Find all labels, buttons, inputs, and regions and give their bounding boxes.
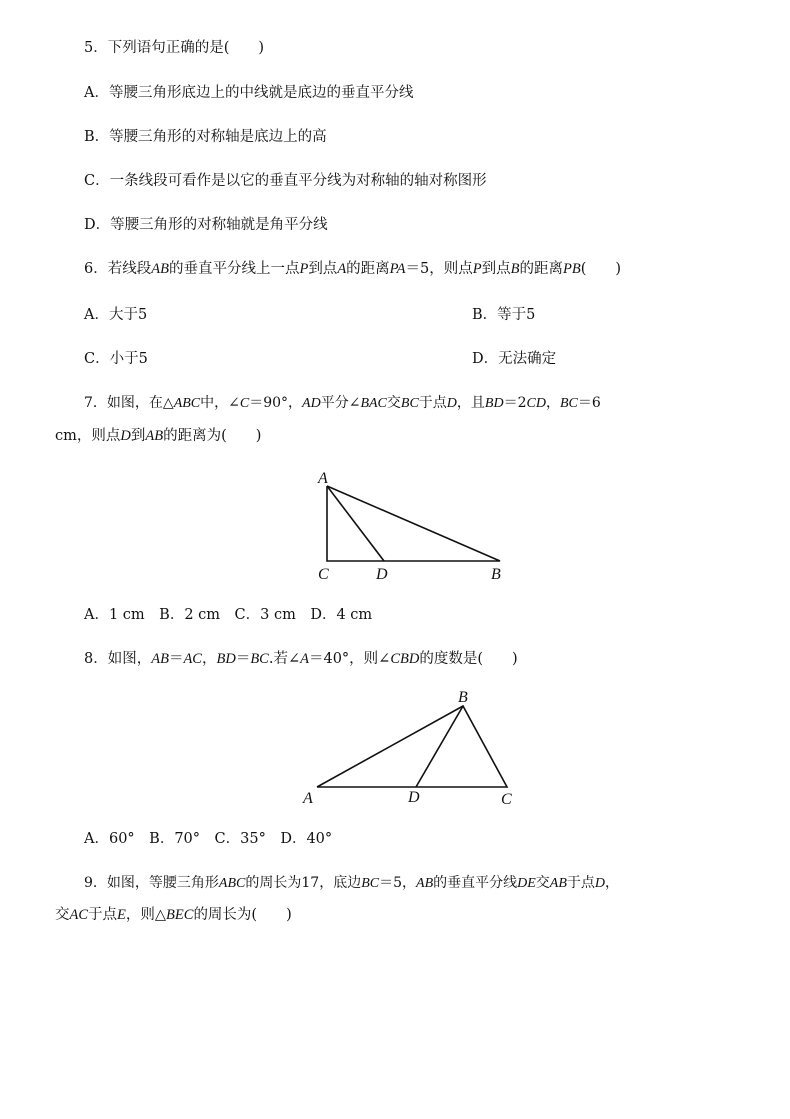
q6-stem: 6．若线段AB的垂直平分线上一点P到点A的距离PA＝5，则点P到点B的距离PB( )	[84, 261, 622, 277]
q8-triangle-abc	[317, 706, 507, 787]
q6-option-a: A．大于5	[84, 307, 148, 323]
q6-option-b: B．等于5	[472, 307, 536, 323]
q8-options: A．60° B．70° C．35° D．40°	[84, 831, 333, 847]
q8-stem: 8．如图，AB＝AC，BD＝BC.若∠A＝40°，则∠CBD的度数是( )	[84, 651, 518, 667]
q7-options: A．1 cm B．2 cm C．3 cm D．4 cm	[84, 607, 373, 623]
q6-option-d: D．无法确定	[472, 351, 557, 367]
q8-label-c: C	[501, 791, 512, 808]
q5-option-c: C．一条线段可看作是以它的垂直平分线为对称轴的轴对称图形	[84, 173, 487, 189]
q7-label-a: A	[318, 470, 328, 487]
q8-label-a: A	[303, 790, 313, 807]
q5-stem: 5．下列语句正确的是( )	[84, 40, 265, 56]
q7-stem-line2: cm，则点D到AB的距离为( )	[55, 428, 262, 444]
q7-label-b: B	[491, 566, 501, 583]
q9-stem-line2: 交AC于点E，则△BEC的周长为( )	[55, 907, 292, 923]
q7-triangle-abc	[327, 486, 500, 561]
q5-option-b: B．等腰三角形的对称轴是底边上的高	[84, 129, 327, 145]
q6-option-c: C．小于5	[84, 351, 148, 367]
q7-label-d: D	[376, 566, 388, 583]
q5-option-d: D．等腰三角形的对称轴就是角平分线	[84, 217, 328, 233]
q9-stem-line1: 9．如图，等腰三角形ABC的周长为17，底边BC＝5，AB的垂直平分线DE交AB于点D，	[84, 875, 620, 891]
q7-segment-ad	[327, 486, 384, 561]
q8-label-d: D	[408, 789, 420, 806]
q7-stem-line1: 7．如图，在△ABC中，∠C＝90°，AD平分∠BAC交BC于点D，且BD＝2CD，BC＝6	[84, 395, 601, 411]
q7-label-c: C	[318, 566, 329, 583]
q8-label-b: B	[458, 689, 468, 706]
q5-option-a: A．等腰三角形底边上的中线就是底边的垂直平分线	[84, 85, 414, 101]
